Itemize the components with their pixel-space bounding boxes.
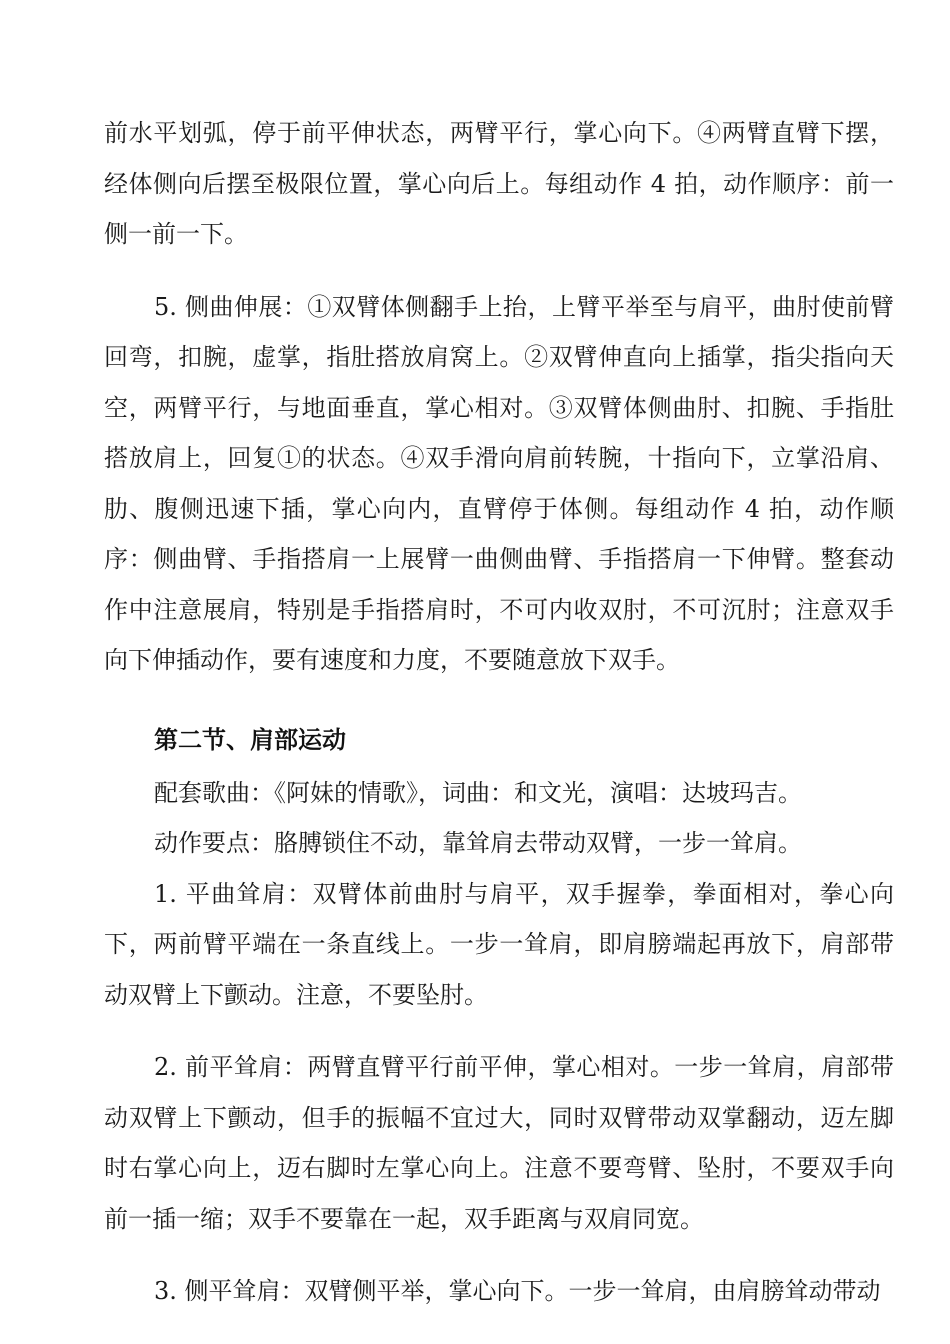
section-spacer xyxy=(104,686,894,712)
paragraph-song-info: 配套歌曲：《阿妹的情歌》，词曲：和文光，演唱：达坡玛吉。 xyxy=(154,778,802,807)
paragraph-continued-arm-swing: 前水平划弧，停于前平伸状态，两臂平行，掌心向下。④两臂直臂下摆，经体侧向后摆至极限位置，掌心向后上。每组动作 4 拍，动作顺序：前一侧一前一下。 xyxy=(104,119,894,248)
paragraph-item-flat-bend-shrug: 1. 平曲耸肩：双臂体前曲肘与肩平，双手握拳，拳面相对，拳心向下，两前臂平端在一条直线上。一步一耸肩，即肩膀端起再放下，肩部带动双臂上下颤动。注意，不要坠肘。 xyxy=(104,879,894,1009)
paragraph-item-side-flat-shrug: 3. 侧平耸肩：双臂侧平举，掌心向下。一步一耸肩，由肩膀耸动带动 xyxy=(154,1277,881,1305)
paragraph-item-front-flat-shrug: 2. 前平耸肩：两臂直臂平行前平伸，掌心相对。一步一耸肩，肩部带动双臂上下颤动，但手的振幅不宜过大，同时双臂带动双掌翻动，迈左脚时右掌心向上，迈右脚时左掌心向上。注意不要弯臂、坠肘，不要双手向前一插一缩；双手不要靠在一起，双手距离与双肩同宽。 xyxy=(104,1053,894,1233)
paragraph-spacer xyxy=(104,1020,894,1042)
paragraph-key-points: 动作要点：胳膊锁住不动，靠耸肩去带动双臂，一步一耸肩。 xyxy=(154,829,802,857)
document-body xyxy=(104,108,894,1317)
section-heading-shoulder: 第二节、肩部运动 xyxy=(154,725,346,754)
paragraph-spacer xyxy=(104,1244,894,1266)
paragraph-side-bend-stretch: 5. 侧曲伸展：①双臂体侧翻手上抬，上臂平举至与肩平，曲肘使前臂回弯，扣腕，虚掌，指肚搭放肩窝上。②双臂伸直向上插掌，指尖指向天空，两臂平行，与地面垂直，掌心相对。③双臂体侧曲肘、扣腕、手指肚搭放肩上，回复①的状态。④双手滑向肩前转腕，十指向下，立掌沿肩、肋、腹侧迅速下插，掌心向内，直臂停于体侧。每组动作 4 拍，动作顺序：侧曲臂、手指搭肩一上展臂一曲侧曲臂、手指搭肩一下伸臂。整套动作中注意展肩，特别是手指搭肩时，不可内收双肘，不可沉肘；注意双手向下伸插动作，要有速度和力度，不要随意放下双手。 xyxy=(104,292,894,674)
paragraph-spacer xyxy=(104,260,894,282)
